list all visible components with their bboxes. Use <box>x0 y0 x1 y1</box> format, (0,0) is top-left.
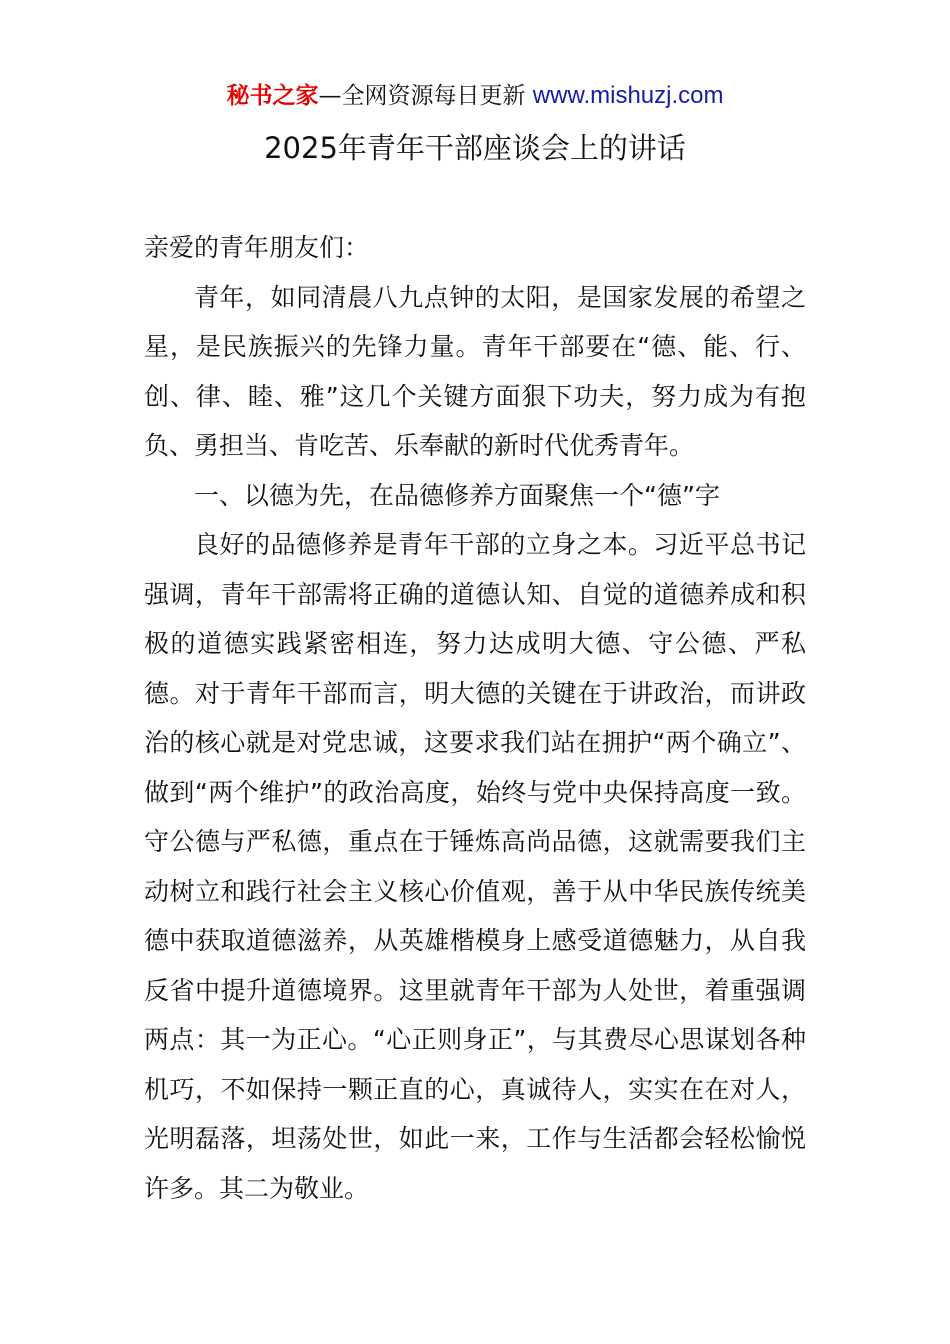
site-url-link[interactable]: www.mishuzj.com <box>532 82 724 109</box>
site-brand: 秘书之家 <box>226 83 319 109</box>
document-title: 2025年青年干部座谈会上的讲话 <box>264 131 686 165</box>
body-paragraph: 良好的品德修养是青年干部的立身之本。习近平总书记强调，青年干部需将正确的道德认知、自觉的道德养成和积极的道德实践紧密相连，努力达成明大德、守公德、严私德。对于青年干部而言，明大德的关键在于讲政治，而讲政治的核心就是对党忠诚，这要求我们站在拥护“两个确立”、做到“两个维护”的政治高度，始终与党中央保持高度一致。守公德与严私德，重点在于锤炼高尚品德，这就需要我们主动树立和践行社会主义核心价值观，善于从中华民族传统美德中获取道德滋养，从英雄楷模身上感受道德魅力，从自我反省中提升道德境界。这里就青年干部为人处世，着重强调两点：其一为正心。“心正则身正”，与其费尽心思谋划各种机巧，不如保持一颗正直的心，真诚待人，实实在在对人，光明磊落，坦荡处世，如此一来，工作与生活都会轻松愉悦许多。其二为敬业。 <box>144 530 806 1203</box>
salutation: 亲爱的青年朋友们： <box>144 233 370 262</box>
document-body <box>144 223 806 1213</box>
site-header <box>0 80 950 112</box>
intro-paragraph: 青年，如同清晨八九点钟的太阳，是国家发展的希望之星，是民族振兴的先锋力量。青年干部要在“德、能、行、创、律、睦、雅”这几个关键方面狠下功夫，努力成为有抱负、勇担当、肯吃苦、乐奉献的新时代优秀青年。 <box>144 282 806 460</box>
section-heading: 一、以德为先，在品德修养方面聚焦一个“德”字 <box>194 480 720 510</box>
site-tagline: —全网资源每日更新 <box>318 83 533 109</box>
